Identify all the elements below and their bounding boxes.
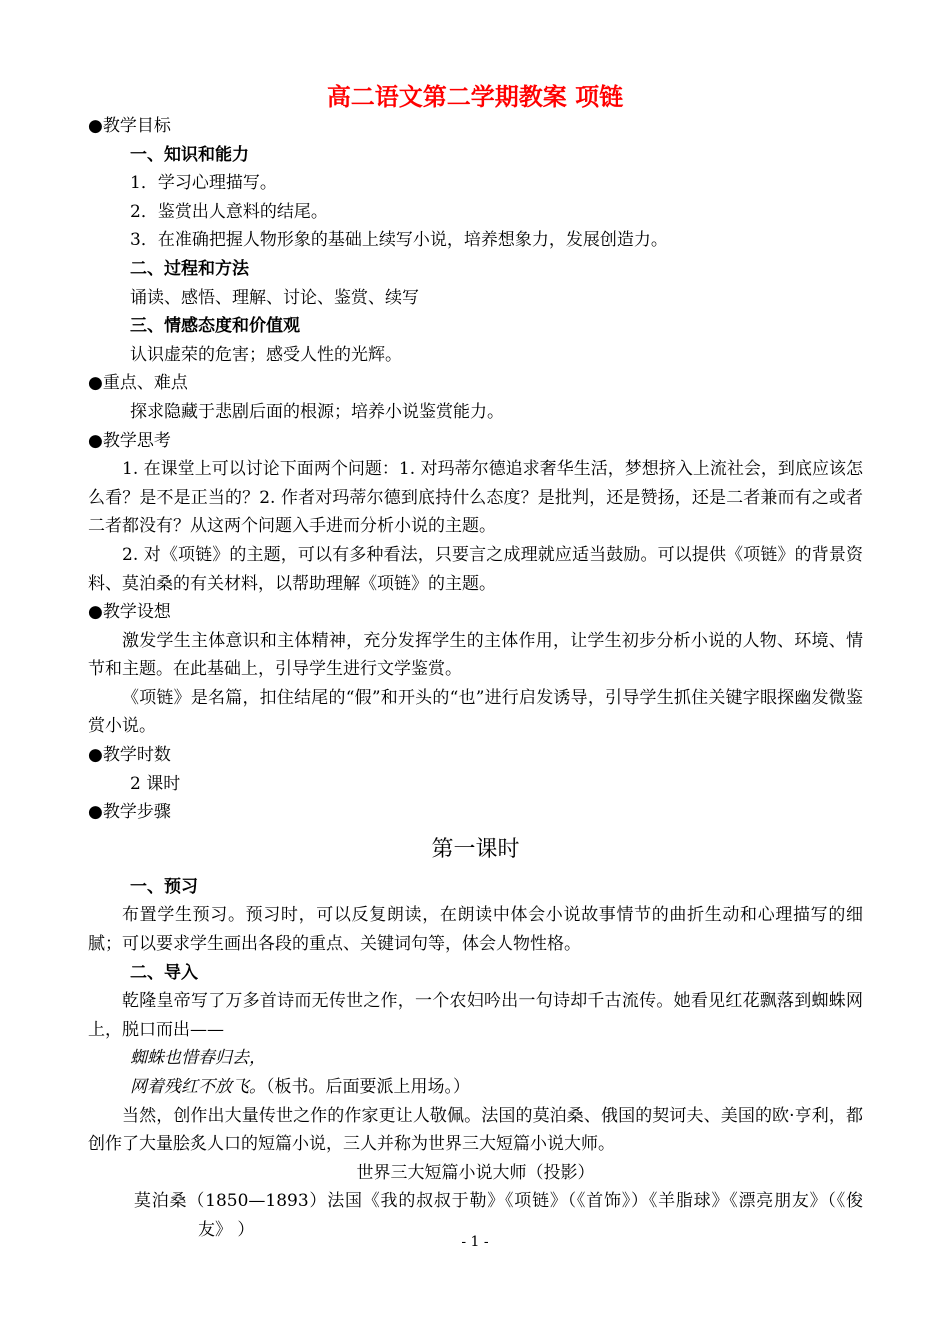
objective-item-3: 3．在准确把握人物形象的基础上续写小说，培养想象力，发展创造力。	[130, 230, 668, 251]
thinking-heading: ●教学思考	[88, 430, 171, 451]
steps-section-2-text: 乾隆皇帝写了万多首诗而无传世之作，一个农妇吟出一句诗却千古流传。她看见红花飘落到蜘蛛网上，脱口而出——	[88, 991, 863, 1040]
document-body	[88, 112, 863, 1245]
hours-text: 2 课时	[130, 773, 181, 794]
objective-item-2: 2．鉴赏出人意料的结尾。	[130, 201, 328, 222]
design-paragraph-1: 激发学生主体意识和主体精神，充分发挥学生的主体作用，让学生初步分析小说的人物、环境、情节和主题。在此基础上，引导学生进行文学鉴赏。	[88, 630, 863, 680]
objectives-heading: ●教学目标	[88, 116, 171, 136]
steps-section-1: 一、预习	[130, 876, 198, 897]
poem-line-2-verse: 网着残红不放飞。	[130, 1077, 266, 1097]
steps-heading: ●教学步骤	[88, 802, 171, 823]
lesson-title: 第一课时	[431, 836, 520, 862]
poem-line-1: 蜘蛛也惜春归去，	[130, 1048, 266, 1069]
poem-line-2-note: （板书。后面要派上用场。）	[266, 1077, 470, 1097]
objectives-section-2: 二、过程和方法	[130, 258, 249, 279]
steps-section-1-text: 布置学生预习。预习时，可以反复朗读，在朗读中体会小说故事情节的曲折生动和心理描写的细腻；可以要求学生画出各段的重点、关键词句等，体会人物性格。	[88, 905, 863, 955]
objective-item-1: 1．学习心理描写。	[130, 173, 277, 194]
keypoints-heading: ●重点、难点	[88, 373, 188, 394]
thinking-paragraph-1: 1. 在课堂上可以讨论下面两个问题：1. 对玛蒂尔德追求奢华生活，梦想挤入上流社会，到底应该怎么看？是不是正当的？2. 作者对玛蒂尔德到底持什么态度？是批判，还是赞扬，还是二者兼而有之或者二者都没有？从这两个问题入手进而分析小说的主题。	[88, 459, 863, 537]
objectives-section-2-text: 诵读、感悟、理解、讨论、鉴赏、续写	[130, 287, 419, 308]
masters-intro-paragraph: 当然，创作出大量传世之作的作家更让人敬佩。法国的莫泊桑、俄国的契诃夫、美国的欧·亨利，都创作了大量脍炙人口的短篇小说，三人并称为世界三大短篇小说大师。	[88, 1105, 863, 1155]
masters-line-maupassant: 莫泊桑（1850—1893）法国《我的叔叔于勒》《项链》（《首饰》）《羊脂球》《漂亮朋友》（《俊友》 ）	[134, 1191, 863, 1240]
document-title: 高二语文第二学期教案 项链	[326, 83, 624, 111]
design-paragraph-2: 《项链》是名篇，扣住结尾的“假”和开头的“也”进行启发诱导，引导学生抓住关键字眼探幽发微鉴赏小说。	[88, 687, 863, 737]
masters-caption: 世界三大短篇小说大师（投影）	[356, 1162, 595, 1183]
hours-heading: ●教学时数	[88, 745, 171, 766]
design-heading: ●教学设想	[88, 602, 171, 623]
steps-section-2: 二、导入	[130, 962, 198, 983]
objectives-section-1: 一、知识和能力	[130, 144, 249, 165]
objectives-section-3: 三、情感态度和价值观	[130, 316, 300, 337]
poem-line-2	[88, 1073, 863, 1102]
thinking-paragraph-2: 2. 对《项链》的主题，可以有多种看法，只要言之成理就应适当鼓励。可以提供《项链》的背景资料、莫泊桑的有关材料，以帮助理解《项链》的主题。	[88, 544, 863, 594]
page-number: - 1 -	[461, 1234, 489, 1250]
objectives-section-3-text: 认识虚荣的危害；感受人性的光辉。	[130, 344, 402, 365]
keypoints-text: 探求隐藏于悲剧后面的根源；培养小说鉴赏能力。	[130, 401, 504, 422]
